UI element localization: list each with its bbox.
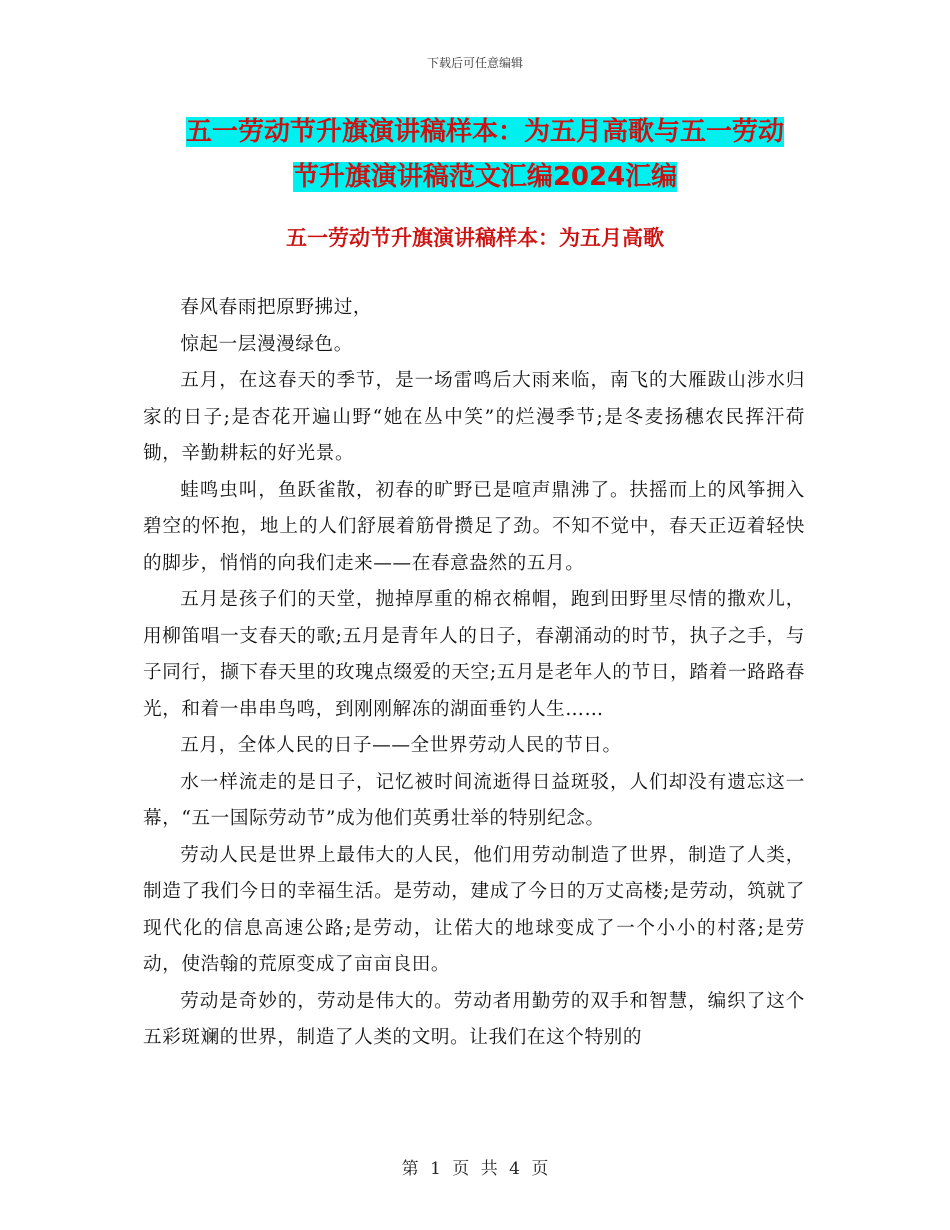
document-title — [140, 110, 830, 200]
page-footer — [0, 1154, 950, 1179]
paragraph: 劳动人民是世界上最伟大的人民，他们用劳动制造了世界，制造了人类，制造了我们今日的幸福生活。是劳动，建成了今日的万丈高楼;是劳动，筑就了现代化的信息高速公路;是劳动，让偌大的地球变成了一个小小的村落;是劳动，使浩翰的荒原变成了亩亩良田。 — [143, 844, 805, 975]
paragraph: 春风春雨把原野拂过， — [180, 297, 373, 318]
header-note: 下载后可任意编辑 — [426, 56, 523, 70]
paragraph: 水一样流走的是日子，记忆被时间流逝得日益斑驳，人们却没有遗忘这一幕，“五一国际劳动节”成为他们英勇壮举的特别纪念。 — [143, 771, 805, 829]
page-total: 4 — [509, 1159, 520, 1179]
document-body — [143, 290, 805, 1057]
paragraph: 五月，在这春天的季节，是一场雷鸣后大雨来临，南飞的大雁跋山涉水归家的日子;是杏花开遍山野“她在丛中笑”的烂漫季节;是冬麦扬穗农民挥汗荷锄，辛勤耕耘的好光景。 — [143, 370, 805, 464]
section-title: 五一劳动节升旗演讲稿样本：为五月高歌 — [286, 226, 664, 250]
paragraph: 五月，全体人民的日子——全世界劳动人民的节日。 — [180, 735, 622, 756]
paragraph: 蛙鸣虫叫，鱼跃雀散，初春的旷野已是喧声鼎沸了。扶摇而上的风筝拥入碧空的怀抱，地上的人们舒展着筋骨攒足了劲。不知不觉中，春天正迈着轻快的脚步，悄悄的向我们走来——在春意盎然的五月。 — [143, 479, 805, 574]
title-line-1: 五一劳动节升旗演讲稿样本：为五月高歌与五一劳动 — [185, 117, 784, 147]
paragraph: 劳动是奇妙的，劳动是伟大的。劳动者用勤劳的双手和智慧，编织了这个五彩斑斓的世界，制造了人类的文明。让我们在这个特别的 — [143, 990, 805, 1048]
footer-page-unit: 页 — [452, 1159, 470, 1179]
paragraph: 五月是孩子们的天堂，抛掉厚重的棉衣棉帽，跑到田野里尽情的撒欢儿，用柳笛唱一支春天的歌;五月是青年人的日子，春潮涌动的时节，执子之手，与子同行，撷下春天里的玫瑰点缀爱的天空;五月是老年人的节日，踏着一路路春光，和着一串串鸟鸣，到刚刚解冻的湖面垂钓人生…… — [143, 589, 805, 720]
footer-total-unit: 页 — [531, 1159, 549, 1179]
page-number: 1 — [430, 1159, 441, 1179]
paragraph: 惊起一层漫漫绿色。 — [180, 333, 353, 355]
footer-prefix: 第 — [401, 1159, 419, 1179]
footer-total-prefix: 共 — [480, 1159, 498, 1179]
title-line-2: 节升旗演讲稿范文汇编2024汇编 — [292, 162, 678, 192]
